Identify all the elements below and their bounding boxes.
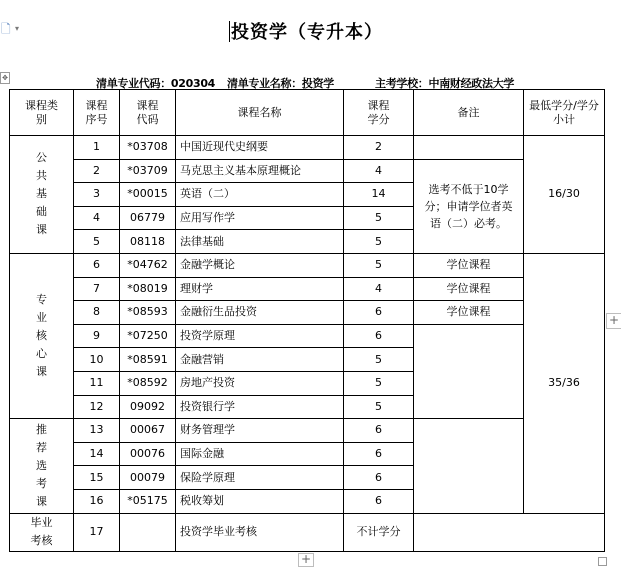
row-seq: 10 [74, 348, 120, 372]
category-major: 专业核心课 [10, 253, 74, 418]
row-seq: 4 [74, 206, 120, 230]
row-seq: 12 [74, 395, 120, 419]
row-seq: 5 [74, 230, 120, 254]
table-row [10, 324, 605, 348]
row-credit: 6 [344, 489, 414, 513]
table-row [10, 136, 605, 160]
major-code-label: 清单专业代码： [96, 77, 171, 90]
row-seq: 11 [74, 371, 120, 395]
row-credit: 6 [344, 419, 414, 443]
row-code: *00015 [120, 183, 176, 207]
table-row [10, 301, 605, 325]
row-course-name: 金融衍生品投资 [176, 301, 344, 325]
table-row [10, 513, 605, 551]
header-category: 课程类别 [10, 90, 74, 136]
row-seq: 6 [74, 253, 120, 277]
row-credit: 5 [344, 371, 414, 395]
row-course-name: 金融学概论 [176, 253, 344, 277]
row-code: *05175 [120, 489, 176, 513]
row-seq: 13 [74, 419, 120, 443]
row-code: *08593 [120, 301, 176, 325]
row-note: 学位课程 [414, 277, 524, 301]
row-course-name: 理财学 [176, 277, 344, 301]
page-title: 投资学（专升本） [231, 22, 383, 43]
table-row [10, 277, 605, 301]
row-seq: 1 [74, 136, 120, 160]
row-code: 00067 [120, 419, 176, 443]
header-min-credit: 最低学分/学分小计 [524, 90, 605, 136]
row-code: *07250 [120, 324, 176, 348]
row-seq: 2 [74, 159, 120, 183]
row-credit: 5 [344, 206, 414, 230]
add-row-icon[interactable]: + [298, 553, 314, 567]
row-seq: 16 [74, 489, 120, 513]
row-course-name: 国际金融 [176, 442, 344, 466]
header-code: 课程代码 [120, 90, 176, 136]
row-course-name: 中国近现代史纲要 [176, 136, 344, 160]
table-header-row [10, 90, 605, 136]
row-code: *03708 [120, 136, 176, 160]
row-seq: 7 [74, 277, 120, 301]
row-course-name: 投资学原理 [176, 324, 344, 348]
public-note: 选考不低于10学分；申请学位者英语（二）必考。 [414, 159, 524, 253]
add-column-icon[interactable]: + [606, 313, 621, 329]
row-code: *08591 [120, 348, 176, 372]
row-credit: 5 [344, 348, 414, 372]
chevron-down-icon[interactable]: ▾ [15, 24, 20, 33]
category-public: 公共基础课 [10, 136, 74, 254]
table-resize-handle-icon[interactable] [598, 557, 607, 566]
row-credit: 4 [344, 277, 414, 301]
category-graduation: 毕业考核 [10, 513, 74, 551]
row-seq: 17 [74, 513, 120, 551]
row-credit: 5 [344, 253, 414, 277]
row-code: 00076 [120, 442, 176, 466]
row-note: 学位课程 [414, 253, 524, 277]
row-course-name: 保险学原理 [176, 466, 344, 490]
row-credit: 2 [344, 136, 414, 160]
row-course-name: 税收筹划 [176, 489, 344, 513]
table-row [10, 253, 605, 277]
table-row [10, 419, 605, 443]
row-credit: 不计学分 [344, 513, 414, 551]
row-code: *08019 [120, 277, 176, 301]
row-credit: 6 [344, 442, 414, 466]
row-course-name: 财务管理学 [176, 419, 344, 443]
row-course-name: 投资学毕业考核 [176, 513, 344, 551]
document-icon[interactable]: 🗋 [1, 22, 11, 36]
row-seq: 14 [74, 442, 120, 466]
major-name-label: 清单专业名称： [227, 77, 302, 90]
row-seq: 15 [74, 466, 120, 490]
row-code [120, 513, 176, 551]
header-note: 备注 [414, 90, 524, 136]
header-seq: 课程序号 [74, 90, 120, 136]
row-credit: 4 [344, 159, 414, 183]
row-credit: 6 [344, 466, 414, 490]
row-credit: 14 [344, 183, 414, 207]
course-table [9, 89, 605, 552]
row-code: *03709 [120, 159, 176, 183]
exam-school-label: 主考学校： [375, 77, 429, 90]
row-credit: 6 [344, 301, 414, 325]
row-code: 06779 [120, 206, 176, 230]
row-note [414, 513, 605, 551]
row-course-name: 马克思主义基本原理概论 [176, 159, 344, 183]
row-credit: 6 [344, 324, 414, 348]
category-recommended: 推荐选考课 [10, 419, 74, 513]
exam-school-value: 中南财经政法大学 [428, 77, 515, 90]
row-code: 00079 [120, 466, 176, 490]
major-min-credit: 35/36 [524, 253, 605, 513]
row-code: *04762 [120, 253, 176, 277]
row-note [414, 324, 524, 418]
row-seq: 9 [74, 324, 120, 348]
table-move-handle-icon[interactable]: ✥ [0, 72, 10, 84]
row-course-name: 投资银行学 [176, 395, 344, 419]
row-course-name: 法律基础 [176, 230, 344, 254]
header-credit: 课程学分 [344, 90, 414, 136]
row-course-name: 应用写作学 [176, 206, 344, 230]
major-name-value: 投资学 [301, 77, 335, 90]
header-name: 课程名称 [176, 90, 344, 136]
row-credit: 5 [344, 395, 414, 419]
row-seq: 8 [74, 301, 120, 325]
major-code-value: 020304 [170, 77, 216, 90]
public-min-credit: 16/30 [524, 136, 605, 254]
row-code: *08592 [120, 371, 176, 395]
row-course-name: 房地产投资 [176, 371, 344, 395]
row-course-name: 金融营销 [176, 348, 344, 372]
row-course-name: 英语（二） [176, 183, 344, 207]
row-note [414, 136, 524, 160]
row-code: 09092 [120, 395, 176, 419]
table-row [10, 159, 605, 183]
row-seq: 3 [74, 183, 120, 207]
row-note: 学位课程 [414, 301, 524, 325]
row-credit: 5 [344, 230, 414, 254]
row-code: 08118 [120, 230, 176, 254]
row-note [414, 419, 524, 513]
text-cursor [229, 21, 230, 42]
